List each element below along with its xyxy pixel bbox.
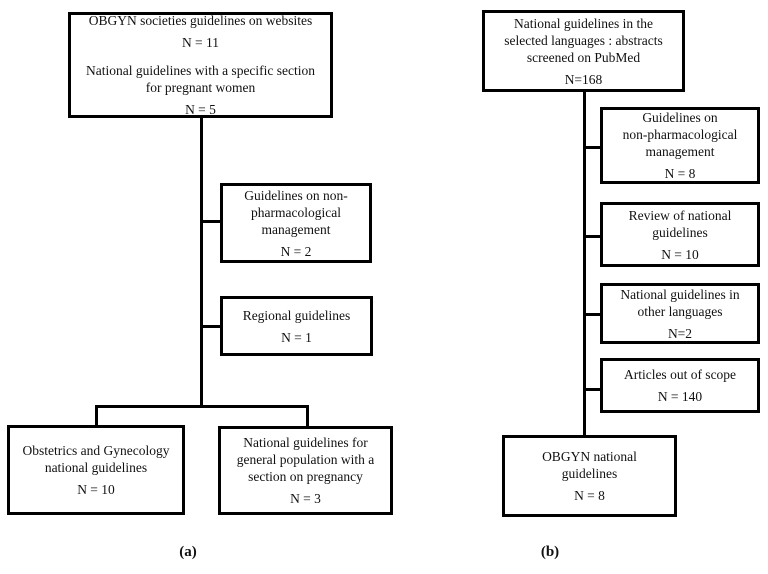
text-line: National guidelines in bbox=[620, 286, 740, 302]
count-line: N = 3 bbox=[290, 491, 321, 506]
text-line: general population with a bbox=[236, 452, 375, 467]
text-line: screened on PubMed bbox=[526, 49, 641, 65]
count-line: N = 8 bbox=[664, 166, 696, 181]
count-line: N = 11 bbox=[181, 35, 220, 50]
flowchart-a-regional-box bbox=[220, 296, 373, 356]
text-line: non-pharmacological bbox=[622, 127, 738, 142]
text-line: pharmacological bbox=[251, 204, 341, 220]
text-line: section on pregnancy bbox=[248, 469, 363, 484]
flowchart-b-review-box bbox=[600, 202, 760, 267]
text-line: Guidelines on non- bbox=[244, 187, 348, 203]
count-line: N = 10 bbox=[661, 246, 699, 262]
text-line: other languages bbox=[637, 303, 723, 319]
text-line: Obstetrics and Gynecology bbox=[22, 443, 170, 458]
count-line: N=168 bbox=[564, 71, 603, 87]
count-line: N = 2 bbox=[280, 243, 312, 259]
text-line: OBGYN national bbox=[542, 449, 637, 464]
count-line: N=2 bbox=[667, 325, 693, 341]
text-line: management bbox=[261, 221, 331, 237]
text-line: National guidelines for bbox=[243, 435, 368, 450]
connector-a-stub-left bbox=[95, 405, 98, 427]
text-line: for pregnant women bbox=[145, 80, 256, 95]
count-line: N = 10 bbox=[77, 482, 115, 497]
flowchart-b-other-languages-box bbox=[600, 283, 760, 344]
flowchart-a-obgyn-national-box bbox=[7, 425, 185, 515]
count-line: N = 5 bbox=[185, 102, 216, 117]
figure-label-b: (b) bbox=[540, 544, 560, 560]
connector-b-main-vertical bbox=[583, 92, 586, 437]
text-line: National guidelines in the bbox=[513, 15, 654, 31]
text-line: guidelines bbox=[561, 466, 618, 481]
flowchart-a-general-population-box bbox=[218, 426, 393, 515]
text-line: OBGYN societies guidelines on websites bbox=[88, 13, 313, 28]
text-line: National guidelines with a specific section bbox=[85, 63, 316, 78]
text-line: Review of national bbox=[628, 207, 732, 223]
count-line: N = 1 bbox=[281, 329, 312, 345]
flowchart-b-final-box bbox=[502, 435, 677, 517]
connector-a-stub-right bbox=[306, 405, 309, 428]
text-line: selected languages : abstracts bbox=[504, 32, 663, 48]
figure-label-a: (a) bbox=[179, 544, 197, 560]
connector-a-main-vertical bbox=[200, 118, 203, 408]
flowchart-b-top-box bbox=[482, 10, 685, 92]
flowchart-a-top-box bbox=[68, 12, 333, 118]
flowchart-a-nonpharm-box bbox=[220, 183, 372, 263]
connector-a-branch-nonpharm bbox=[200, 220, 222, 223]
text-line: management bbox=[645, 144, 715, 159]
count-line: N = 140 bbox=[657, 389, 703, 404]
text-line: Regional guidelines bbox=[242, 307, 351, 323]
connector-a-bottom-horizontal bbox=[95, 405, 309, 408]
text-line: Articles out of scope bbox=[623, 367, 737, 382]
text-line: guidelines bbox=[652, 224, 708, 240]
flowchart-b-out-of-scope-box bbox=[600, 358, 760, 413]
flowchart-b-nonpharm-box bbox=[600, 107, 760, 184]
connector-a-branch-regional bbox=[200, 325, 222, 328]
text-line: national guidelines bbox=[44, 460, 148, 475]
count-line: N = 8 bbox=[574, 488, 605, 503]
text-line: Guidelines on bbox=[642, 110, 718, 125]
